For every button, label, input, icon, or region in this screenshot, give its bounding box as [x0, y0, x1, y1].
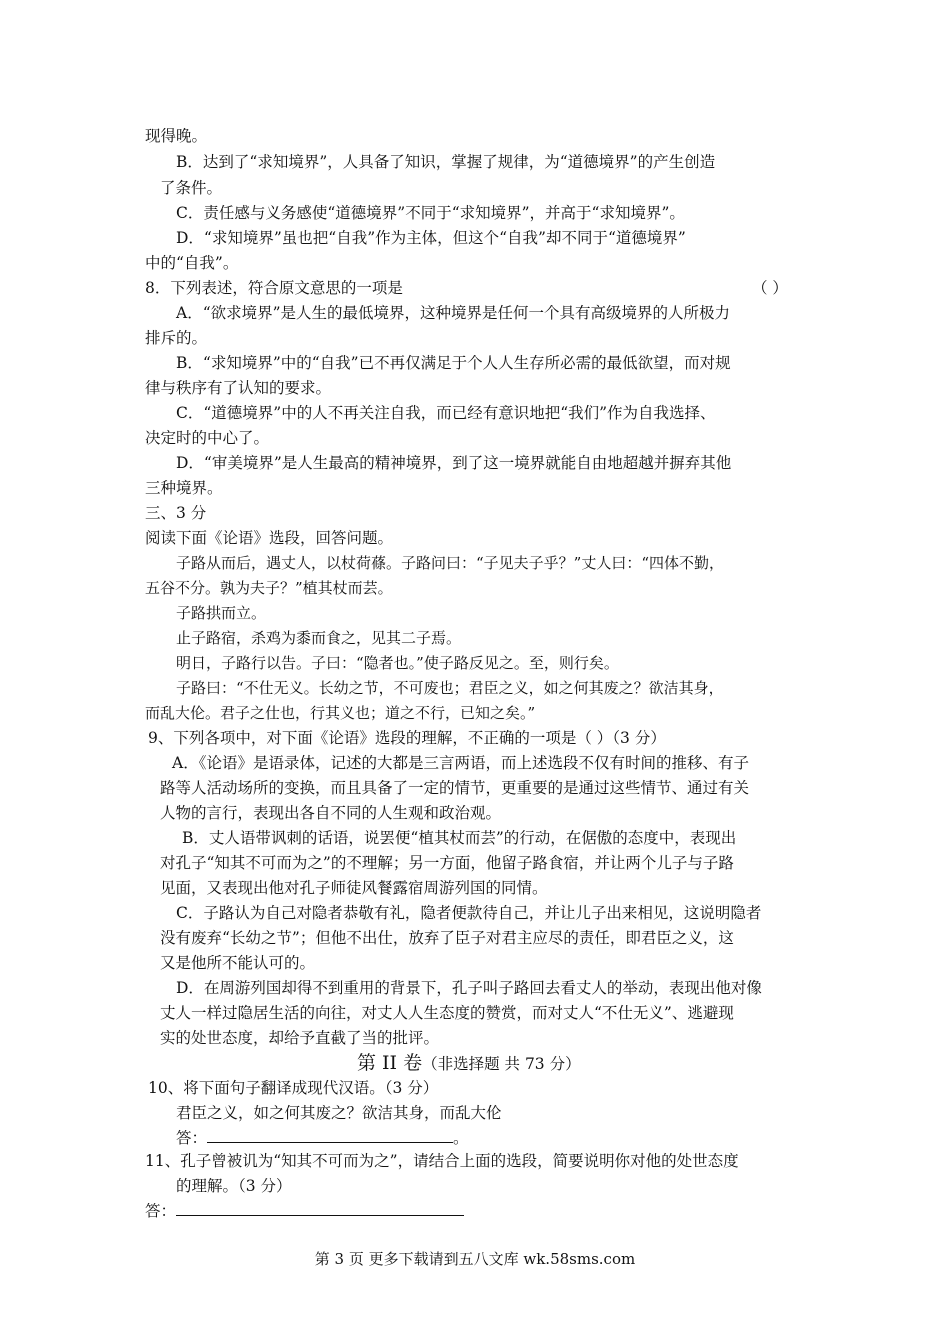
q9-option-d-cont-1: 丈人一样过隐居生活的向往，对丈人人生态度的赞赏，而对丈人“不仕无义”、逃避现	[160, 1004, 734, 1022]
section-3-intro: 阅读下面《论语》选段，回答问题。	[145, 529, 394, 547]
section-3-heading: 三、3 分	[145, 504, 207, 522]
q10-answer-blank[interactable]	[207, 1128, 453, 1143]
passage-para-4: 明日，子路行以告。子曰：“隐者也。”使子路反见之。至，则行矣。	[176, 654, 619, 672]
q8-option-a-cont: 排斥的。	[145, 329, 208, 347]
q9-option-a: A．《论语》是语录体，记述的大都是三言两语，而上述选段不仅有时间的推移、有子	[172, 754, 749, 772]
q9-option-b-cont-1: 对孔子“知其不可而为之”的不理解；另一方面，他留子路食宿，并让两个儿子与子路	[160, 854, 734, 872]
q8-option-b: B．“求知境界”中的“自我”已不再仅满足于个人人生存所必需的最低欲望，而对规	[176, 354, 731, 372]
part-2-title	[357, 1051, 581, 1076]
q11-answer-blank[interactable]	[176, 1201, 464, 1216]
part-2-title-main: 第 II 卷	[357, 1052, 423, 1074]
passage-para-2: 子路拱而立。	[176, 604, 267, 622]
q8-option-c-cont: 决定时的中心了。	[145, 429, 270, 447]
passage-para-3: 止子路宿，杀鸡为黍而食之，见其二子焉。	[176, 629, 462, 647]
q8-option-d-cont: 三种境界。	[145, 479, 223, 497]
q9-option-c-cont-1: 没有废弃“长幼之节”；但他不出仕，放弃了臣子对君主应尽的责任，即君臣之义，这	[160, 929, 734, 947]
passage-para-5-cont: 而乱大伦。君子之仕也，行其义也；道之不行，已知之矣。”	[145, 704, 536, 722]
q7-line-cont: 现得晚。	[145, 127, 208, 145]
q9-option-d-cont-2: 实的处世态度，却给予直截了当的批评。	[160, 1029, 440, 1047]
q10-stem: 10、将下面句子翻译成现代汉语。（3 分）	[148, 1079, 439, 1097]
passage-para-1-cont: 五谷不分。孰为夫子？”植其杖而芸。	[145, 579, 393, 597]
passage-para-5: 子路曰：“不仕无义。长幼之节，不可废也；君臣之义，如之何其废之？欲洁其身，	[176, 679, 724, 697]
page-footer: 第 3 页 更多下载请到五八文库 wk.58sms.com	[314, 1250, 636, 1268]
q9-option-c: C．子路认为自己对隐者恭敬有礼，隐者便款待自己，并让儿子出来相见，这说明隐者	[176, 904, 762, 922]
q8-answer-bracket: （ ）	[752, 279, 788, 297]
q9-stem: 9、下列各项中，对下面《论语》选段的理解，不正确的一项是（ ）（3 分）	[148, 729, 666, 747]
q9-option-c-cont-2: 又是他所不能认可的。	[160, 954, 316, 972]
q7-option-b: B．达到了“求知境界”，人具备了知识，掌握了规律，为“道德境界”的产生创造	[176, 153, 716, 171]
q10-answer-label: 答：	[176, 1129, 208, 1147]
q7-option-b-cont: 了条件。	[160, 179, 223, 197]
q9-option-b-cont-2: 见面，又表现出他对孔子师徒风餐露宿周游列国的同情。	[160, 879, 548, 897]
q8-option-d: D．“审美境界”是人生最高的精神境界，到了这一境界就能自由地超越并摒弃其他	[176, 454, 732, 472]
passage-para-1: 子路从而后，遇丈人，以杖荷蓧。子路问曰：“子见夫子乎？”丈人曰：“四体不勤，	[176, 554, 725, 572]
part-2-title-sub: （非选择题 共 73 分）	[422, 1055, 581, 1073]
q7-option-c: C．责任感与义务感使“道德境界”不同于“求知境界”，并高于“求知境界”。	[176, 204, 685, 222]
q7-option-d: D．“求知境界”虽也把“自我”作为主体，但这个“自我”却不同于“道德境界”	[176, 229, 686, 247]
q11-stem: 11、孔子曾被讥为“知其不可而为之”，请结合上面的选段，简要说明你对他的处世态度	[145, 1152, 739, 1170]
q9-option-a-cont-1: 路等人活动场所的变换，而且具备了一定的情节，更重要的是通过这些情节、通过有关	[160, 779, 750, 797]
q9-option-d: D．在周游列国却得不到重用的背景下，孔子叫子路回去看丈人的举动，表现出他对像	[176, 979, 762, 997]
q9-option-a-cont-2: 人物的言行，表现出各自不同的人生观和政治观。	[160, 804, 502, 822]
q8-option-b-cont: 律与秩序有了认知的要求。	[145, 379, 332, 397]
q9-option-b: B．丈人语带讽刺的话语，说罢便“植其杖而芸”的行动，在倨傲的态度中，表现出	[182, 829, 737, 847]
q8-stem: 8．下列表述，符合原文意思的一项是	[145, 279, 403, 297]
q11-answer-row	[145, 1201, 464, 1221]
q8-option-a: A．“欲求境界”是人生的最低境界，这种境界是任何一个具有高级境界的人所极力	[176, 304, 731, 322]
q10-answer-end: 。	[453, 1129, 469, 1147]
q8-option-c: C．“道德境界”中的人不再关注自我，而已经有意识地把“我们”作为自我选择、	[176, 404, 716, 422]
q10-answer-row	[176, 1128, 469, 1148]
q7-option-d-cont: 中的“自我”。	[145, 254, 239, 272]
q10-sentence: 君臣之义，如之何其废之？欲洁其身，而乱大伦	[176, 1104, 502, 1122]
q11-answer-label: 答：	[145, 1202, 177, 1220]
q11-stem-cont: 的理解。（3 分）	[176, 1177, 292, 1195]
